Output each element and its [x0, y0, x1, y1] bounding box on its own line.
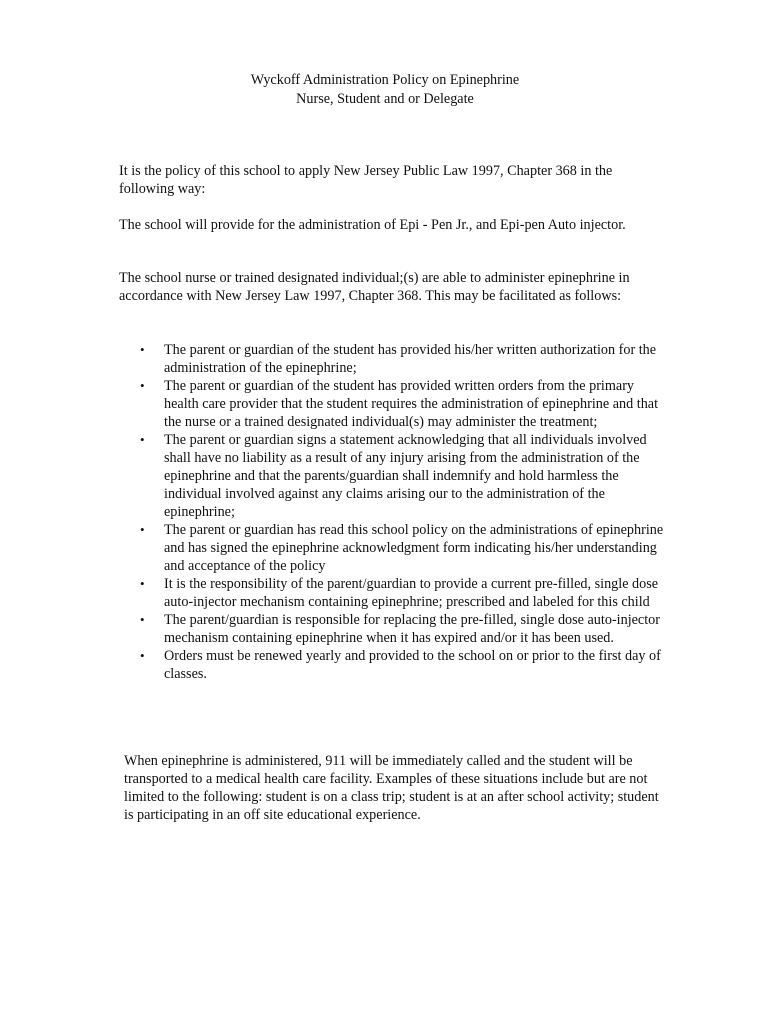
bullet-icon: •: [140, 648, 145, 663]
list-item-text: The parent or guardian signs a statement acknowledging that all individuals involved shall have no liability as a result of any injury arising from the administration of the epinephrine and that the parents/guardian shall indemnify and hold harmless the individual involved against any claims arising our to the administration of the epinephrine;: [164, 432, 647, 520]
list-item: [119, 575, 664, 611]
list-item: [119, 377, 664, 431]
bullet-icon: •: [140, 522, 145, 537]
bullet-icon: •: [140, 342, 145, 357]
bullet-icon: •: [140, 378, 145, 393]
bullet-icon: •: [140, 576, 145, 591]
policy-intro-paragraph: It is the policy of this school to apply New Jersey Public Law 1997, Chapter 368 in the following way:: [119, 163, 613, 197]
list-item-text: The parent or guardian of the student has provided written orders from the primary health care provider that the student requires the administration of epinephrine and that the nurse or a trained designated individual(s) may administer the treatment;: [164, 378, 659, 430]
list-item-text: The parent or guardian has read this school policy on the administrations of epinephrine and has signed the epinephrine acknowledgment form indicating his/her understanding and acceptance of the policy: [164, 522, 664, 574]
list-item: [119, 341, 664, 377]
list-item: [119, 431, 664, 521]
bullet-icon: •: [140, 432, 145, 447]
list-item-text: It is the responsibility of the parent/guardian to provide a current pre-filled, single dose auto-injector mechanism containing epinephrine; prescribed and labeled for this child: [164, 576, 659, 610]
list-item: [119, 647, 664, 683]
emergency-procedure-paragraph: When epinephrine is administered, 911 will be immediately called and the student will be transported to a medical health care facility. Examples of these situations include but are not limited to the following: student is on a class trip; student is at an after school activity; student is participating in an off site educational experience.: [124, 753, 659, 823]
title-line-1: Wyckoff Administration Policy on Epinephrine: [250, 72, 520, 88]
administration-paragraph: The school nurse or trained designated individual;(s) are able to administer epinephrine in accordance with New Jersey Law 1997, Chapter 368. This may be facilitated as follows:: [119, 270, 630, 304]
list-item-text: The parent or guardian of the student has provided his/her written authorization for the administration of the epinephrine;: [164, 342, 657, 376]
provision-paragraph: The school will provide for the administration of Epi - Pen Jr., and Epi-pen Auto injector.: [119, 217, 626, 233]
conditions-list: [119, 341, 664, 683]
bullet-icon: •: [140, 612, 145, 627]
title-line-2: Nurse, Student and or Delegate: [296, 91, 474, 107]
list-item: [119, 611, 664, 647]
list-item-text: The parent/guardian is responsible for replacing the pre-filled, single dose auto-injector mechanism containing epinephrine when it has expired and/or it has been used.: [164, 612, 660, 646]
list-item: [119, 521, 664, 575]
document-title: [0, 71, 770, 109]
list-item-text: Orders must be renewed yearly and provided to the school on or prior to the first day of classes.: [164, 648, 661, 682]
